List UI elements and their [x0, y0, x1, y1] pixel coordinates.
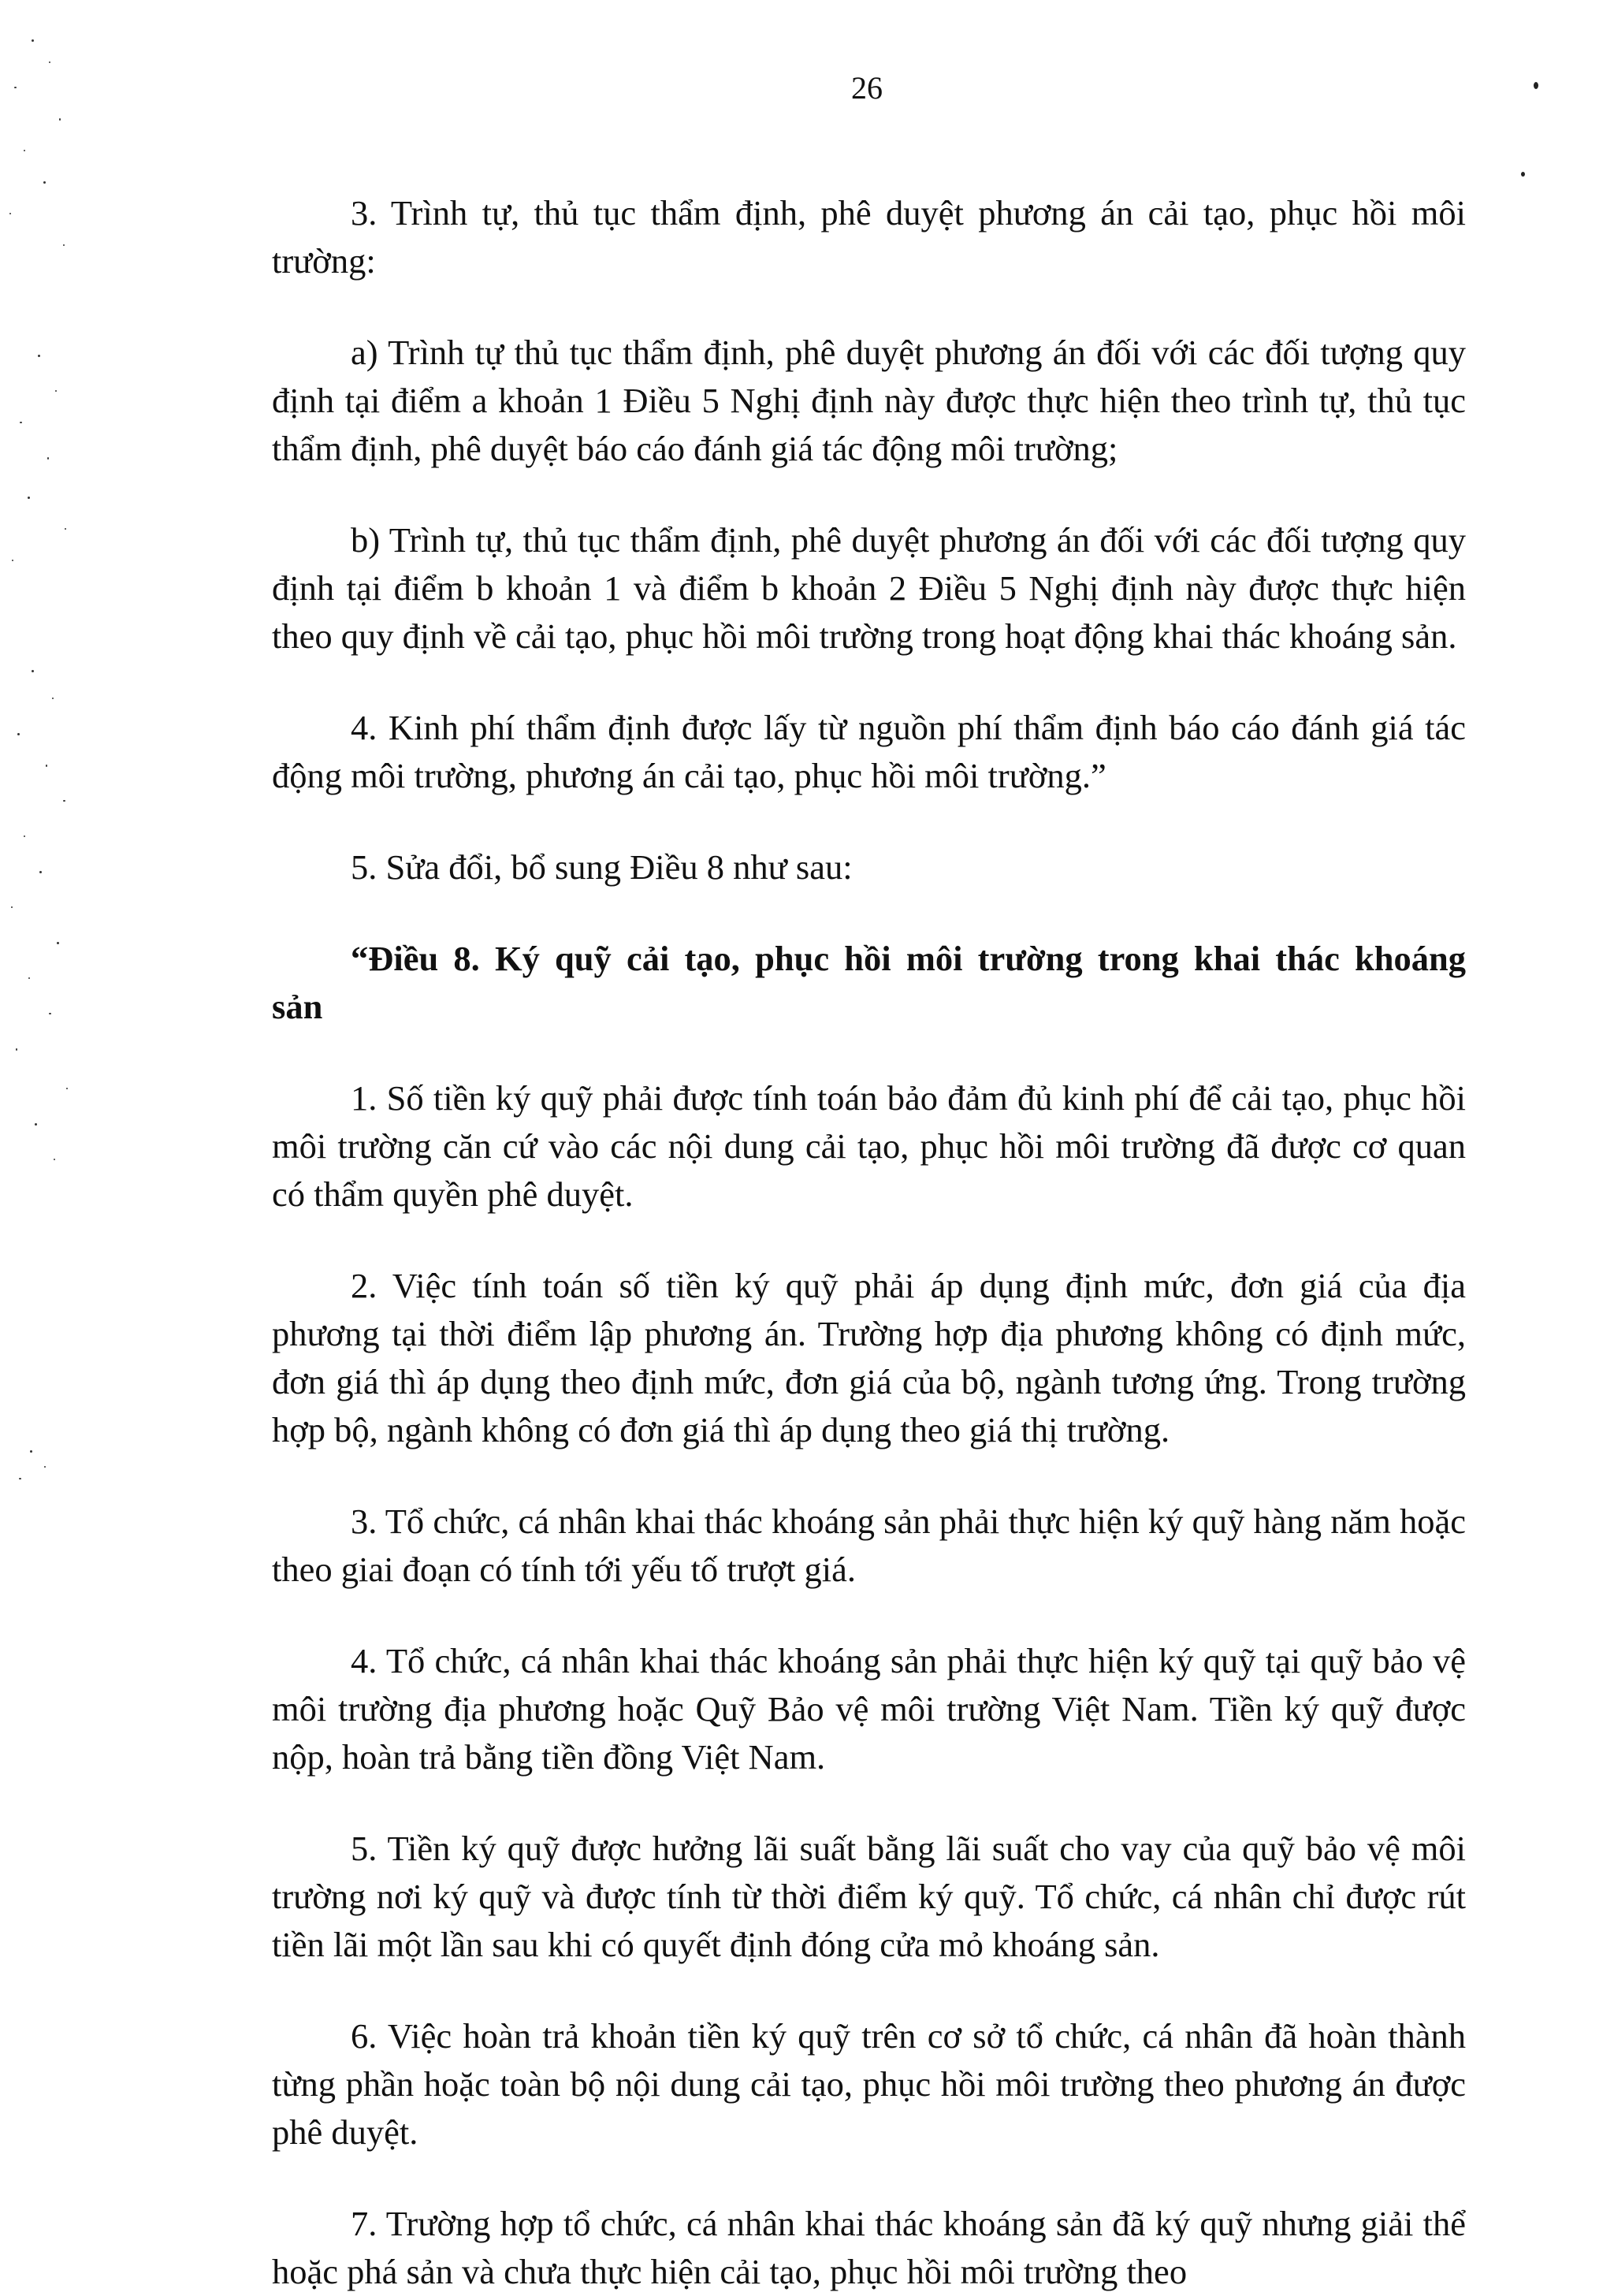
article-8-clause-7: 7. Trường hợp tổ chức, cá nhân khai thác khoáng sản đã ký quỹ nhưng giải thể hoặc phá sản và chưa thực hiện cải tạo, phục hồi môi trường theo	[272, 2204, 1466, 2291]
scan-noise	[0, 662, 95, 1214]
paragraph-3-heading: 3. Trình tự, thủ tục thẩm định, phê duyệt phương án cải tạo, phục hồi môi trường:	[272, 193, 1466, 281]
scan-noise	[0, 24, 95, 276]
scan-noise	[0, 347, 95, 583]
paragraph-4: 4. Kinh phí thẩm định được lấy từ nguồn phí thẩm định báo cáo đánh giá tác động môi trường, phương án cải tạo, phục hồi môi trường.”	[272, 708, 1466, 795]
article-8-clause-5: 5. Tiền ký quỹ được hưởng lãi suất bằng lãi suất cho vay của quỹ bảo vệ môi trường nơi ký quỹ và được tính từ thời điểm ký quỹ. Tổ chức, cá nhân chỉ được rút tiền lãi một lần sau khi có quyết định đóng cửa mỏ khoáng sản.	[272, 1829, 1466, 1964]
article-8-heading: “Điều 8. Ký quỹ cải tạo, phục hồi môi trường trong khai thác khoáng sản	[272, 939, 1466, 1026]
article-8-clause-3: 3. Tổ chức, cá nhân khai thác khoáng sản phải thực hiện ký quỹ hàng năm hoặc theo giai đoạn có tính tới yếu tố trượt giá.	[272, 1502, 1466, 1589]
article-8-clause-6: 6. Việc hoàn trả khoản tiền ký quỹ trên cơ sở tổ chức, cá nhân đã hoàn thành từng phần hoặc toàn bộ nội dung cải tạo, phục hồi môi trường theo phương án được phê duyệt.	[272, 2016, 1466, 2152]
document-body	[272, 189, 1466, 2296]
scan-mark	[1521, 172, 1525, 177]
paragraph-3a: a) Trình tự thủ tục thẩm định, phê duyệt phương án đối với các đối tượng quy định tại điểm a khoản 1 Điều 5 Nghị định này được thực hiện theo trình tự, thủ tục thẩm định, phê duyệt báo cáo đánh giá tác động môi trường;	[272, 333, 1466, 468]
scan-noise	[0, 1442, 95, 1490]
article-8-clause-4: 4. Tổ chức, cá nhân khai thác khoáng sản phải thực hiện ký quỹ tại quỹ bảo vệ môi trường địa phương hoặc Quỹ Bảo vệ môi trường Việt Nam. Tiền ký quỹ được nộp, hoàn trả bằng tiền đồng Việt Nam.	[272, 1641, 1466, 1777]
paragraph-5: 5. Sửa đổi, bổ sung Điều 8 như sau:	[351, 847, 853, 887]
paragraph-3b: b) Trình tự, thủ tục thẩm định, phê duyệt phương án đối với các đối tượng quy định tại điểm b khoản 1 và điểm b khoản 2 Điều 5 Nghị định này được thực hiện theo quy định về cải tạo, phục hồi môi trường trong hoạt động khai thác khoáng sản.	[272, 520, 1466, 656]
page-number: 26	[851, 70, 883, 106]
scan-mark	[1534, 82, 1538, 89]
article-8-clause-1: 1. Số tiền ký quỹ phải được tính toán bảo đảm đủ kinh phí để cải tạo, phục hồi môi trường căn cứ vào các nội dung cải tạo, phục hồi môi trường đã được cơ quan có thẩm quyền phê duyệt.	[272, 1078, 1466, 1214]
article-8-clause-2: 2. Việc tính toán số tiền ký quỹ phải áp dụng định mức, đơn giá của địa phương tại thời điểm lập phương án. Trường hợp địa phương không có định mức, đơn giá thì áp dụng theo định mức, đơn giá của bộ, ngành tương ứng. Trong trường hợp bộ, ngành không có đơn giá thì áp dụng theo giá thị trường.	[272, 1266, 1466, 1449]
